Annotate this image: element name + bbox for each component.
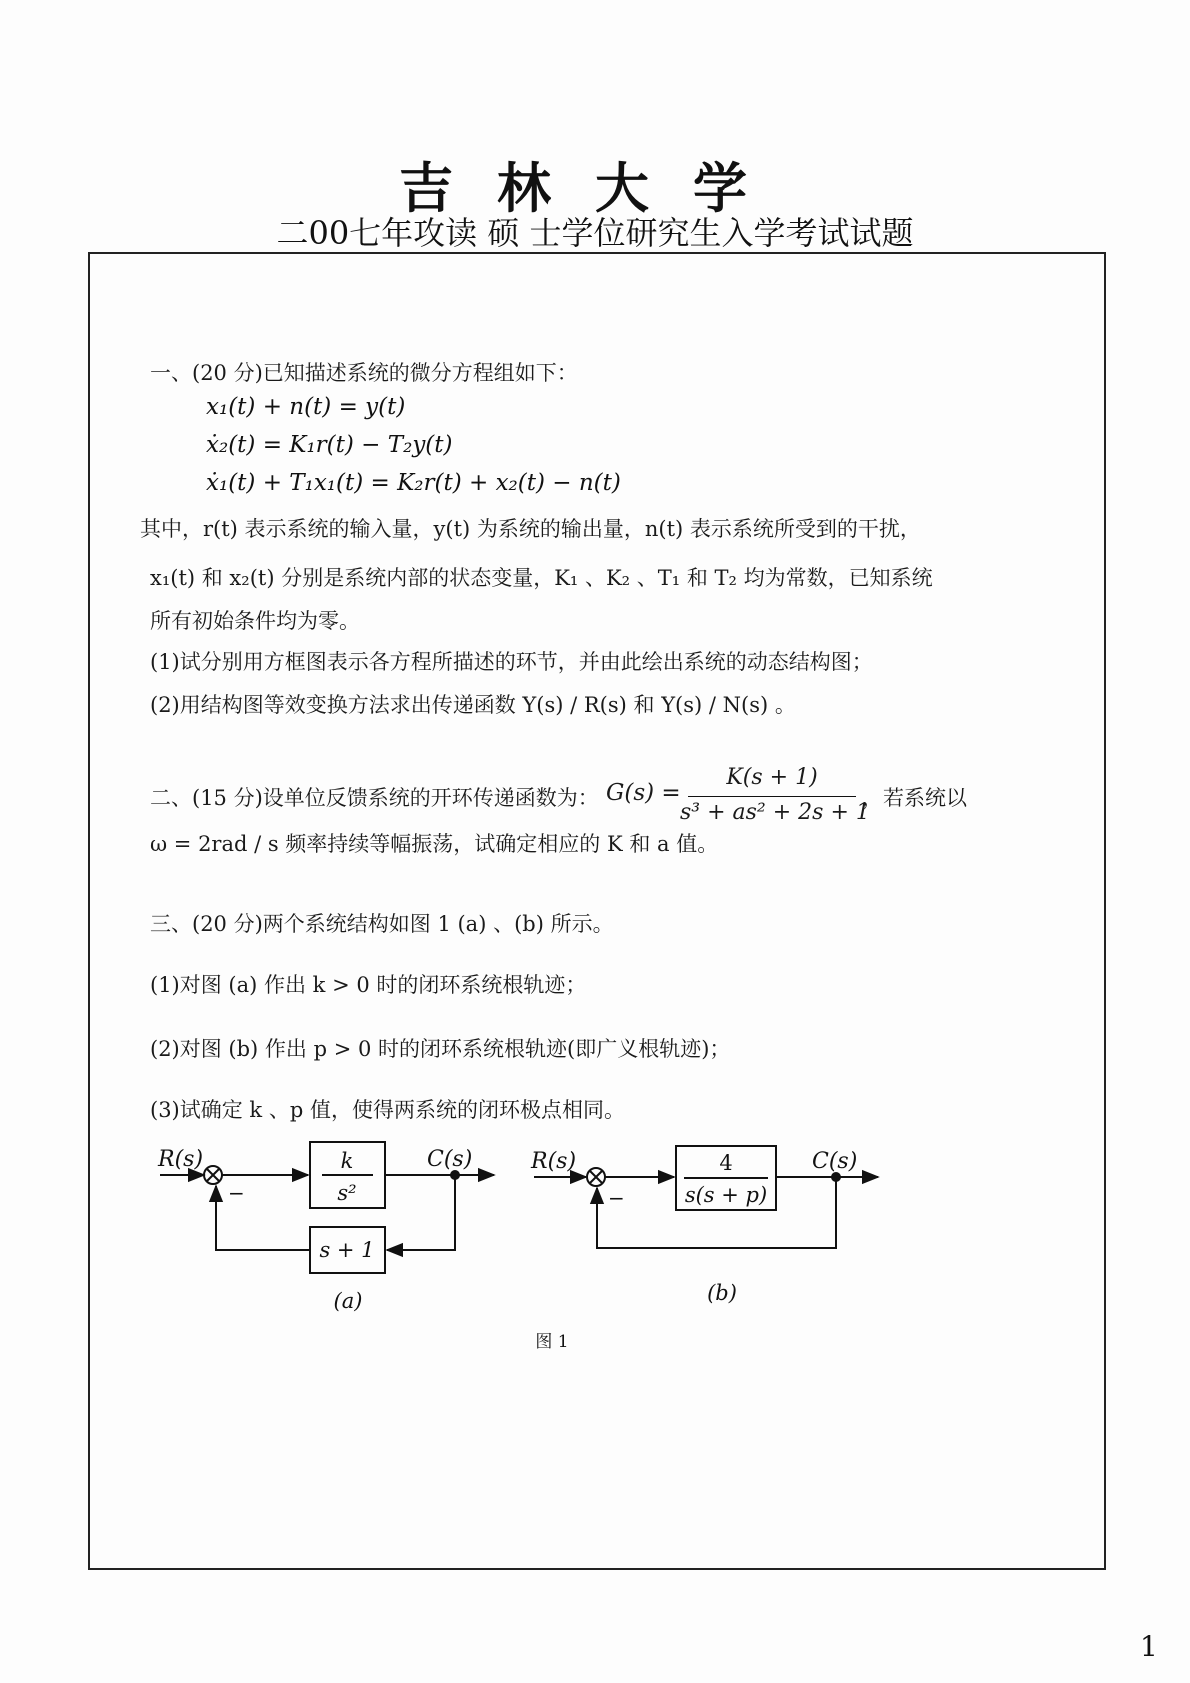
b-output-label: C(s) bbox=[812, 1149, 858, 1174]
a-input-label: R(s) bbox=[158, 1147, 204, 1172]
a-forward-denominator: s² bbox=[337, 1181, 357, 1205]
q2-tail: ，若系统以 bbox=[862, 786, 967, 810]
a-output-label: C(s) bbox=[427, 1147, 473, 1172]
q2-intro: 二、(15 分)设单位反馈系统的开环传递函数为： bbox=[150, 786, 599, 810]
a-caption: (a) bbox=[333, 1289, 363, 1313]
b-caption: (b) bbox=[707, 1281, 737, 1305]
b-forward-numerator: 4 bbox=[719, 1151, 733, 1175]
q3-part-1: (1)对图 (a) 作出 k > 0 时的闭环系统根轨迹； bbox=[150, 973, 587, 997]
q1-description-3: 所有初始条件均为零。 bbox=[150, 609, 360, 633]
q2-numerator: K(s + 1) bbox=[726, 765, 818, 790]
b-minus-sign: − bbox=[608, 1186, 625, 1210]
a-feedback-label: s + 1 bbox=[319, 1238, 375, 1262]
q1-intro: 一、(20 分)已知描述系统的微分方程组如下： bbox=[150, 361, 578, 385]
q1-part-2: (2)用结构图等效变换方法求出传递函数 Y(s) / R(s) 和 Y(s) / N(s) 。 bbox=[150, 693, 796, 717]
q3-intro: 三、(20 分)两个系统结构如图 1 (a) 、(b) 所示。 bbox=[150, 912, 614, 936]
a-feedback-path-in bbox=[387, 1175, 455, 1250]
figure-caption: 图 1 bbox=[535, 1332, 569, 1352]
q1-description-1: 其中，r(t) 表示系统的输入量，y(t) 为系统的输出量，n(t) 表示系统所受到的干扰， bbox=[140, 517, 921, 541]
a-forward-numerator: k bbox=[340, 1149, 354, 1173]
q2-denominator: s³ + as² + 2s + 1 bbox=[680, 800, 870, 825]
exam-subtitle: 二00七年攻读 硕 士学位研究生入学考试试题 bbox=[276, 214, 914, 252]
a-minus-sign: − bbox=[228, 1181, 245, 1205]
q1-part-1: (1)试分别用方框图表示各方程所描述的环节，并由此绘出系统的动态结构图； bbox=[150, 650, 873, 674]
q2-lhs: G(s) = bbox=[606, 780, 681, 806]
q2-line-2: ω = 2rad / s 频率持续等幅振荡，试确定相应的 K 和 a 值。 bbox=[150, 832, 719, 856]
q3-part-3: (3)试确定 k 、p 值，使得两系统的闭环极点相同。 bbox=[150, 1098, 625, 1122]
b-forward-denominator: s(s + p) bbox=[684, 1183, 768, 1207]
q1-equation-3: ẋ₁(t) + T₁x₁(t) = K₂r(t) + x₂(t) − n(t) bbox=[206, 470, 621, 496]
q1-description-2: x₁(t) 和 x₂(t) 分别是系统内部的状态变量，K₁ 、K₂ 、T₁ 和 T₂ 均为常数，已知系统 bbox=[150, 566, 933, 590]
q1-equation-1: x₁(t) + n(t) = y(t) bbox=[206, 394, 406, 420]
q1-equation-2: ẋ₂(t) = K₁r(t) − T₂y(t) bbox=[206, 432, 453, 458]
page-number: 1 bbox=[1140, 1630, 1158, 1663]
b-input-label: R(s) bbox=[531, 1149, 577, 1174]
university-title: 吉林大学 bbox=[399, 156, 791, 220]
q3-part-2: (2)对图 (b) 作出 p > 0 时的闭环系统根轨迹(即广义根轨迹)； bbox=[150, 1037, 731, 1061]
